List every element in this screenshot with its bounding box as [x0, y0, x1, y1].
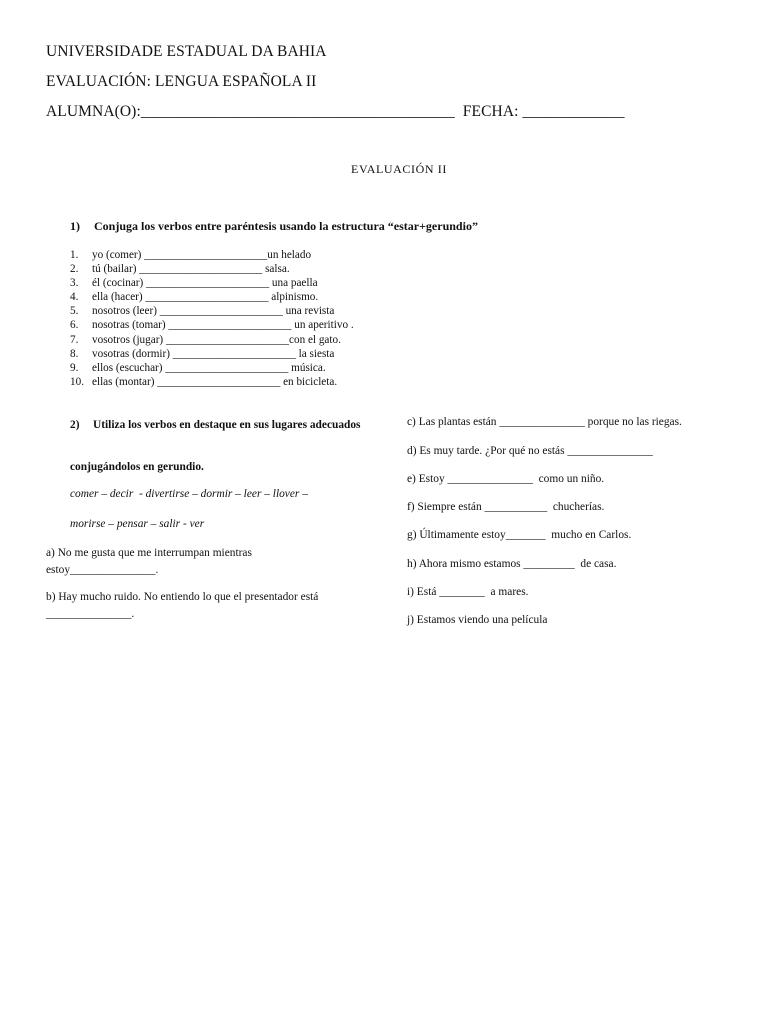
- item-text: vosotros (jugar) ______________________con el gato.: [92, 333, 341, 346]
- item-text: ellas (montar) ______________________ en bicicleta.: [92, 375, 338, 388]
- item-number: 4.: [70, 291, 79, 304]
- exercise-item-d: d) Es muy tarde. ¿Por qué no estás _______________: [407, 445, 653, 457]
- item-text: tú (bailar) ______________________ salsa.: [92, 263, 290, 276]
- list-item: [70, 290, 354, 304]
- item-number: 6.: [70, 319, 79, 332]
- item-number: 5.: [70, 305, 79, 318]
- university-name: UNIVERSIDADE ESTADUAL DA BAHIA: [46, 43, 327, 60]
- exercise-item-c: c) Las plantas están _______________ porque no las riegas.: [407, 416, 682, 428]
- evaluation-subject: EVALUACIÓN: LENGUA ESPAÑOLA II: [46, 73, 317, 90]
- student-date-line: ALUMNA(O):________________________________________ FECHA: _____________: [46, 103, 625, 120]
- question-2-sub-instruction: conjugándolos en gerundio.: [70, 461, 204, 473]
- list-item: [70, 375, 354, 389]
- exercise-item-i: i) Está ________ a mares.: [407, 586, 529, 598]
- exercise-item-j: j) Estamos viendo una película: [407, 614, 548, 626]
- exercise-item-h: h) Ahora mismo estamos _________ de casa.: [407, 558, 617, 570]
- list-item: [70, 304, 354, 318]
- exercise-item-g: g) Últimamente estoy_______ mucho en Carlos.: [407, 529, 632, 541]
- item-number: 1.: [70, 249, 79, 261]
- item-number: 10.: [70, 375, 84, 388]
- question-1-list: [70, 248, 354, 389]
- question-1-number: 1): [70, 219, 80, 233]
- exam-title: EVALUACIÓN II: [351, 162, 447, 176]
- exercise-item-f: f) Siempre están ___________ chucherías.: [407, 501, 605, 513]
- item-text: nosotras (tomar) ______________________ un aperitivo .: [92, 319, 354, 332]
- list-item: [70, 318, 354, 332]
- item-number: 2.: [70, 263, 79, 276]
- item-text: ellos (escuchar) ______________________ música.: [92, 361, 326, 374]
- question-2-heading: [70, 416, 370, 435]
- exercise-item-e: e) Estoy _______________ como un niño.: [407, 473, 605, 485]
- list-item: [70, 248, 354, 262]
- item-number: 7.: [70, 333, 79, 346]
- verb-list-line-2: morirse – pensar – salir - ver: [70, 518, 205, 530]
- item-text: él (cocinar) ______________________ una paella: [92, 277, 318, 290]
- verb-list-line-1: comer – decir - divertirse – dormir – leer – llover –: [70, 488, 308, 500]
- item-text: nosotros (leer) ______________________ una revista: [92, 305, 335, 318]
- exercise-item-b: b) Hay mucho ruido. No entiendo lo que el presentador está _______________.: [46, 591, 319, 620]
- question-2-number: 2): [70, 419, 80, 431]
- list-item: [70, 333, 354, 347]
- item-number: 8.: [70, 347, 79, 360]
- list-item: [70, 347, 354, 361]
- item-text: vosotras (dormir) ______________________ la siesta: [92, 347, 335, 360]
- item-number: 9.: [70, 361, 79, 374]
- list-item: [70, 276, 354, 290]
- list-item: [70, 361, 354, 375]
- item-number: 3.: [70, 277, 79, 290]
- question-1-heading: [70, 219, 478, 234]
- item-text: ella (hacer) ______________________ alpinismo.: [92, 291, 319, 304]
- item-text: yo (comer) ______________________un helado: [92, 249, 312, 261]
- question-2-instruction: Utiliza los verbos en destaque en sus lugares adecuados: [93, 419, 361, 431]
- list-item: [70, 262, 354, 276]
- question-1-instruction: Conjuga los verbos entre paréntesis usando la estructura “estar+gerundio”: [94, 219, 478, 233]
- exercise-item-a: a) No me gusta que me interrumpan mientras estoy_______________.: [46, 547, 252, 576]
